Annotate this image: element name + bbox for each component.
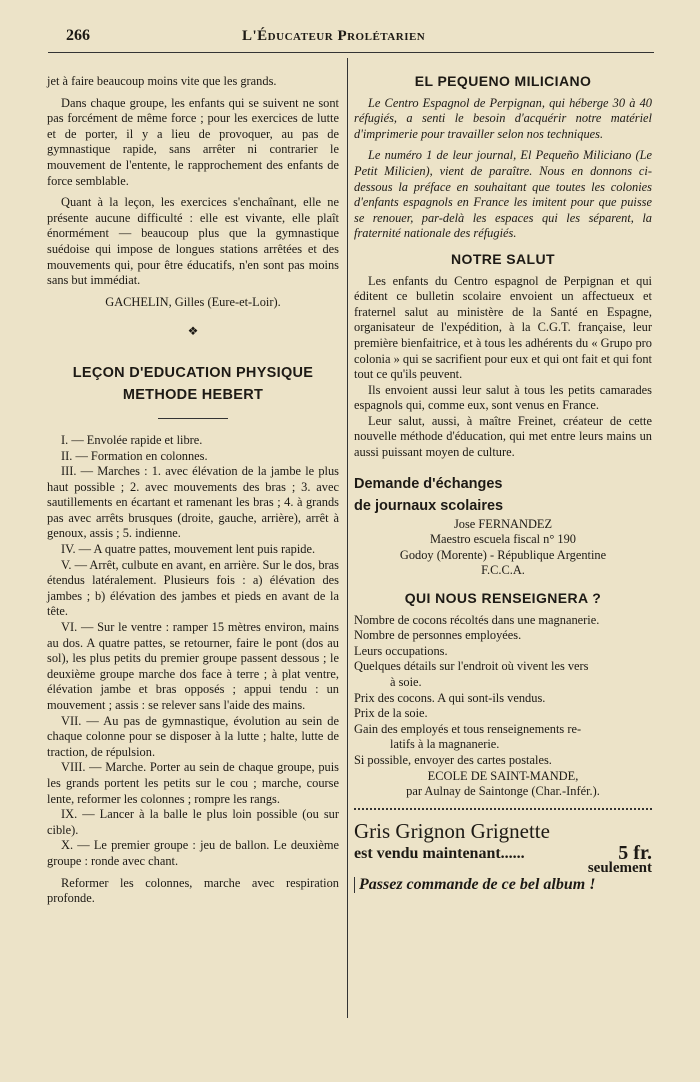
ad-sold-text: est vendu maintenant...... bbox=[354, 844, 525, 862]
list-item: VIII. — Marche. Porter au sein de chaque groupe, puis les grands portent les petits sur le cou ; marche, course lente, reformer les colonnes ; rompre les rangs. bbox=[47, 760, 339, 806]
title-line: METHODE HEBERT bbox=[122, 386, 264, 403]
paragraph: Quant à la leçon, les exercices s'enchaînant, elle ne présente aucune difficulté : elle est vivante, elle plaît énormément — beaucoup plus que la gymnastique suédoise qui impose de longues stations arrêtées et des mouvements qui, pour être éducatifs, n'en sont pas moins sans but immédiat. bbox=[47, 195, 339, 288]
list-item: VI. — Sur le ventre : ramper 15 mètres environ, mains au dos. A quatre pattes, se retourner, faire le pont (dos au sol), les plus petits du premier groupe passent dessous ; le deuxième groupe marche dos face à terre ; à plat ventre, élévation jambe et bras opposés ; appui tendu : un mouvement ; assis : se relever sans l'aide des mains. bbox=[47, 620, 339, 712]
list-item: Prix de la soie. bbox=[354, 706, 428, 721]
paragraph: Le Centro Espagnol de Perpignan, qui héberge 30 à 40 réfugiés, a senti le besoin d'acquérir notre matériel d'imprimerie pour travailler selon nos techniques. bbox=[354, 95, 652, 141]
author-signature: GACHELIN, Gilles (Eure-et-Loir). bbox=[105, 294, 281, 309]
ad-title: Gris Grignon Grignette bbox=[354, 818, 550, 843]
contact-line: Maestro escuela fiscal n° 190 bbox=[429, 532, 577, 547]
list-item: VII. — Au pas de gymnastique, évolution au sein de chaque colonne pour se disposer à la lutte ; halte, lutte de traction, de répulsion. bbox=[47, 713, 339, 759]
list-item: V. — Arrêt, culbute en avant, en arrière. Sur le dos, bras étendus latéralement. Plusieurs fois : a) élévation des jambes ; b) élévation des jambes et pieds en avant de la tête. bbox=[47, 557, 339, 619]
list-item: Leurs occupations. bbox=[354, 643, 448, 658]
ad-order: Passez commande de ce bel album ! bbox=[354, 877, 652, 893]
school-address: par Aulnay de Saintonge (Char.-Infér.). bbox=[406, 784, 600, 799]
dotted-divider bbox=[354, 808, 652, 810]
title-line: Demande d'échanges bbox=[354, 475, 503, 492]
page-number: 266 bbox=[66, 27, 90, 44]
school-name: ECOLE DE SAINT-MANDE, bbox=[427, 768, 579, 783]
contact-block bbox=[354, 517, 652, 579]
list-item: I. — Envolée rapide et libre. bbox=[61, 432, 203, 447]
ornament-icon: ❖ bbox=[187, 324, 199, 339]
paragraph: Reformer les colonnes, marche avec respiration profonde. bbox=[47, 875, 339, 906]
ad-only: seulement bbox=[587, 860, 652, 877]
section-title: QUI NOUS RENSEIGNERA ? bbox=[404, 590, 602, 607]
paragraph: Les enfants du Centro espagnol de Perpignan et qui éditent ce bulletin scolaire envoient un affectueux et fraternel salut au ministère de la Santé en Espagne, organisateur de l'expédition, à la C.G.T. française, leur première bienfaitrice, et à tous les adhérents du « Grupo pro colonia » qui se sacrifient pour eux et qui ont fait et qui font tout ce qu'ils peuvent. bbox=[354, 273, 652, 382]
column-divider bbox=[347, 58, 348, 1018]
list-item: Nombre de personnes employées. bbox=[354, 628, 522, 643]
article-title bbox=[47, 362, 339, 406]
ad-price: 5 fr. bbox=[618, 841, 652, 864]
paragraph: Ils envoient aussi leur salut à tous les petits camarades espagnols qui, comme eux, sont venus en France. bbox=[354, 382, 652, 413]
list-item: latifs à la magnanerie. bbox=[390, 737, 500, 752]
list-item: IV. — A quatre pattes, mouvement lent puis rapide. bbox=[61, 542, 316, 557]
list-item: III. — Marches : 1. avec élévation de la jambe le plus haut possible ; 2. avec mouvements des bras ; 3. avec sautillements en écartant et ramenant les bras ; 4. à grands pas avec arrêts brusques (droite, gauche, arrière), arrêt à genoux, assis ; 5. indienne. bbox=[47, 464, 339, 541]
right-column bbox=[354, 74, 652, 893]
list-item: Nombre de cocons récoltés dans une magnanerie. bbox=[354, 612, 600, 627]
exchange-request-title bbox=[354, 473, 652, 517]
list-item: à soie. bbox=[390, 675, 422, 689]
section-title: EL PEQUENO MILICIANO bbox=[414, 73, 592, 89]
exercise-list bbox=[47, 433, 339, 870]
contact-line: Jose FERNANDEZ bbox=[453, 516, 553, 531]
list-item: IX. — Lancer à la balle le plus loin possible (ou sur cible). bbox=[47, 807, 339, 837]
list-item: X. — Le premier groupe : jeu de ballon. Le deuxième groupe : ronde avec chant. bbox=[47, 838, 339, 868]
title-line: LEÇON D'EDUCATION PHYSIQUE bbox=[72, 364, 314, 381]
paragraph: Leur salut, aussi, à maître Freinet, créateur de cette nouvelle méthode d'éducation, qui met entre leurs mains un aussi puissant moyen de culture. bbox=[354, 413, 652, 460]
list-item: Si possible, envoyer des cartes postales. bbox=[354, 752, 552, 767]
list-item: II. — Formation en colonnes. bbox=[61, 448, 208, 463]
divider bbox=[158, 418, 228, 419]
contact-line: Godoy (Morente) - République Argentine bbox=[399, 547, 607, 562]
list-item: Quelques détails sur l'endroit où vivent les vers bbox=[354, 659, 589, 674]
paragraph: Dans chaque groupe, les enfants qui se suivent ne sont pas forcément de même force ; pour les exercices de lutte et de porter, il y a lieu de provoquer, au pas de gymnastique rapide, sans arrêter ni contrarier le mouvement de l'entente, le rapprochement des enfants de force semblable. bbox=[47, 95, 339, 188]
list-item: Prix des cocons. A qui sont-ils vendus. bbox=[354, 690, 546, 705]
contact-line: F.C.C.A. bbox=[481, 563, 525, 578]
paragraph: jet à faire beaucoup moins vite que les grands. bbox=[47, 74, 277, 88]
journal-title: L'Éducateur Prolétarien bbox=[242, 28, 426, 44]
section-title: NOTRE SALUT bbox=[451, 250, 555, 267]
list-item: Gain des employés et tous renseignements re- bbox=[354, 721, 582, 736]
question-list bbox=[354, 613, 652, 769]
title-line: de journaux scolaires bbox=[354, 497, 504, 514]
page-header bbox=[48, 24, 654, 53]
paragraph: Le numéro 1 de leur journal, El Pequeño Miliciano (Le Petit Milicien), vient de paraître. Nous en donnons ci-dessous la préface en souhaitant que toutes les colonies d'enfants espagnols en France les imitent pour que puisse se renouer, par-delà les espaces qui les séparent, la fraternité nationale des réfugiés. bbox=[354, 148, 652, 241]
left-column bbox=[47, 74, 339, 907]
ad-price-row bbox=[354, 841, 652, 864]
